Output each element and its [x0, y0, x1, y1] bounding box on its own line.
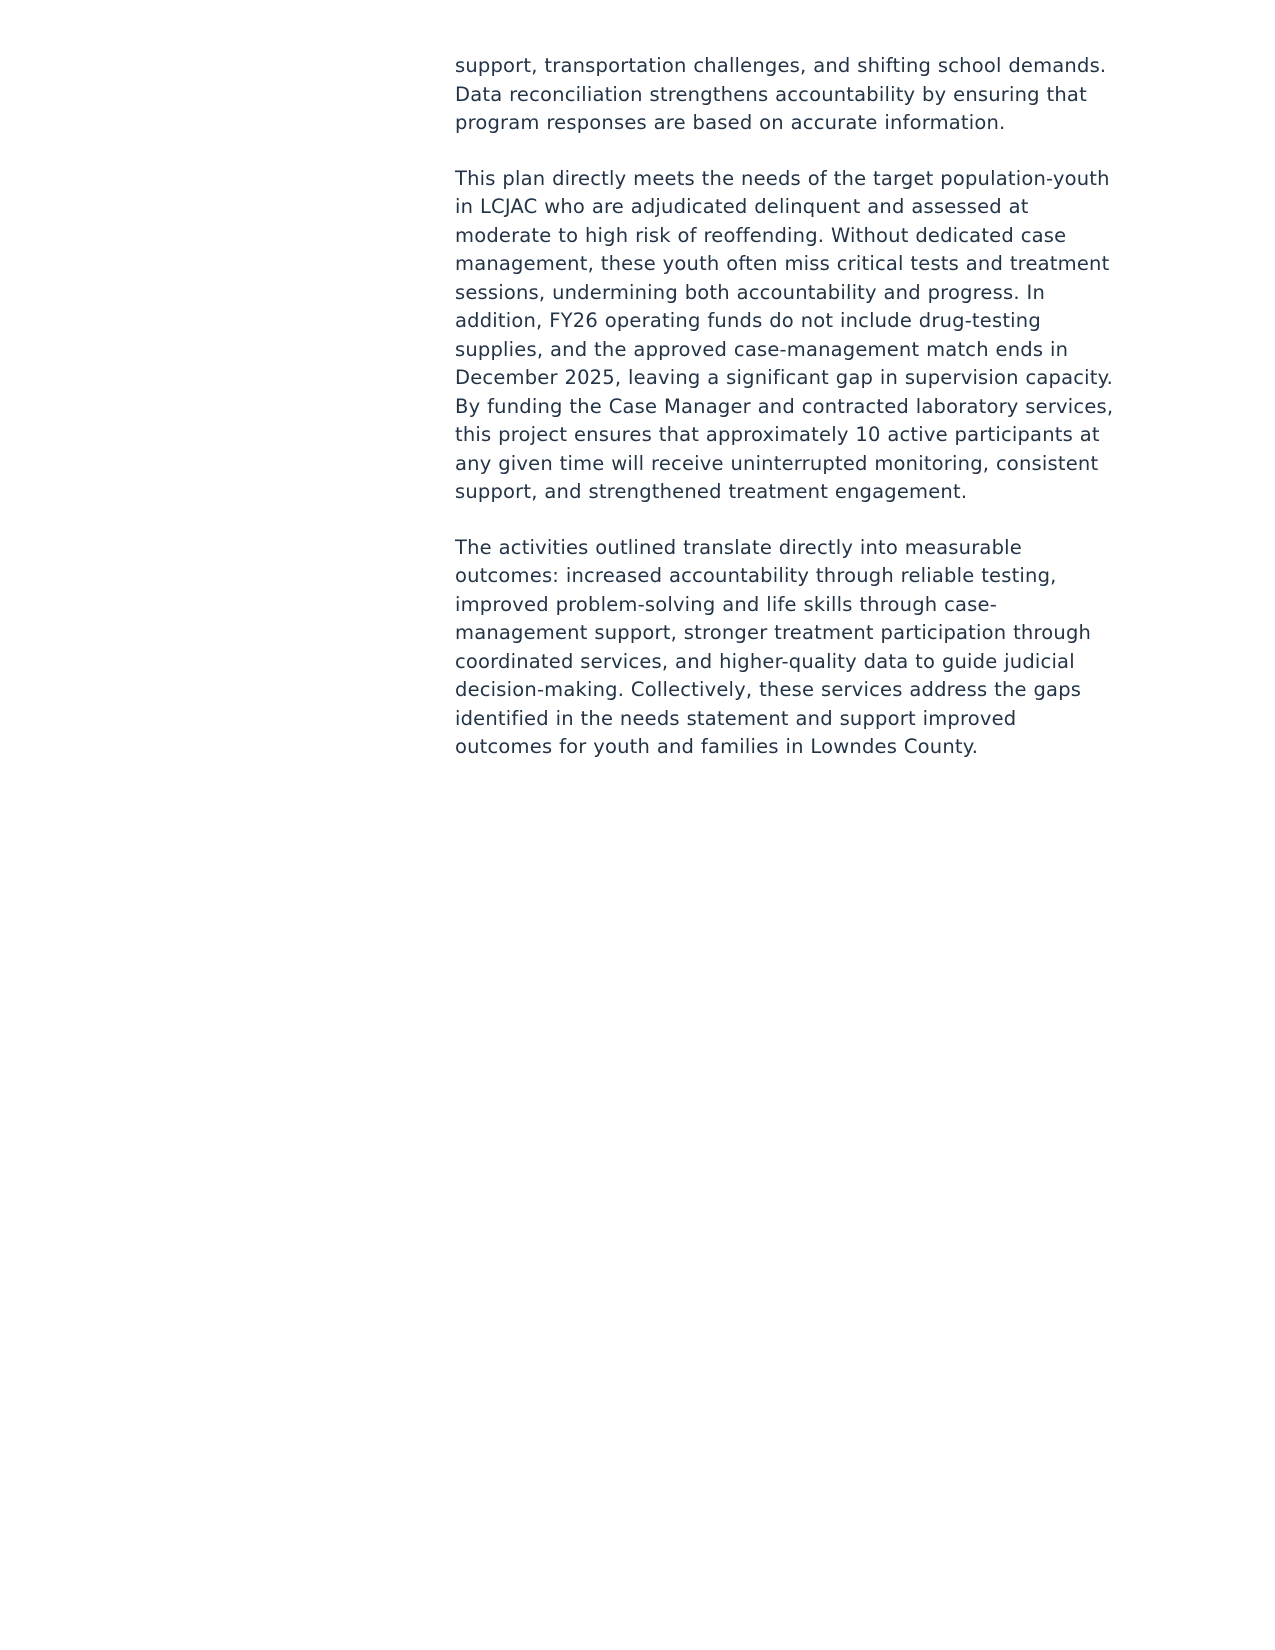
paragraph: support, transportation challenges, and shifting school demands. Data reconciliation strengthens accountability by ensuring that program responses are based on accurate information.	[455, 54, 1107, 134]
paragraph: The activities outlined translate directly into measurable outcomes: increased accountability through reliable testing, improved problem-solving and life skills through case-management support, stronger treatment participation through coordinated services, and higher-quality data to guide judicial decision-making. Collectively, these services address the gaps identified in the needs statement and support improved outcomes for youth and families in Lowndes County.	[455, 535, 1092, 758]
document-body	[455, 52, 1115, 762]
paragraph: This plan directly meets the needs of the target population-youth in LCJAC who are adjudicated delinquent and assessed at moderate to high risk of reoffending. Without dedicated case management, these youth often miss critical tests and treatment sessions, undermining both accountability and progress. In addition, FY26 operating funds do not include drug-testing supplies, and the approved case-management match ends in December 2025, leaving a significant gap in supervision capacity. By funding the Case Manager and contracted laboratory services, this project ensures that approximately 10 active participants at any given time will receive uninterrupted monitoring, consistent support, and strengthened treatment engagement.	[455, 166, 1114, 503]
